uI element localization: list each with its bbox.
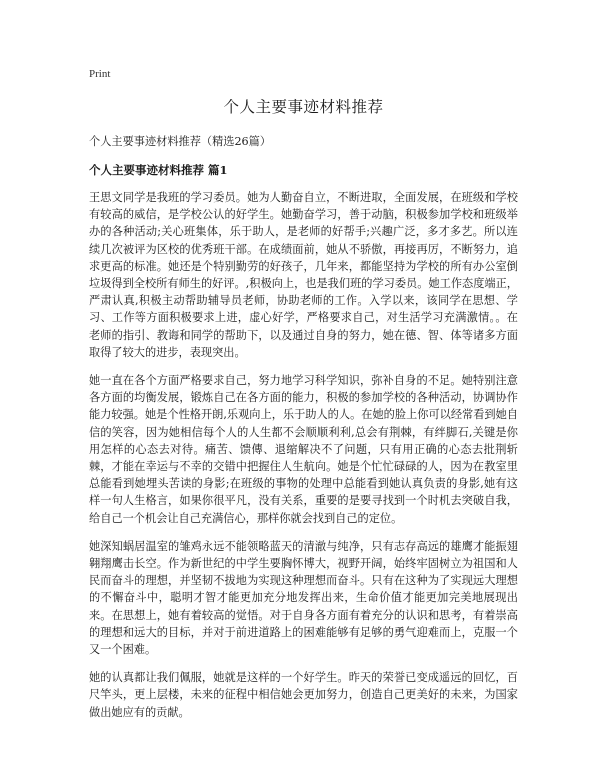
document-subtitle: 个人主要事迹材料推荐（精选26篇） xyxy=(89,135,272,148)
document-title: 个人主要事迹材料推荐 xyxy=(223,98,384,116)
document-page xyxy=(89,68,518,732)
body-paragraph-2: 她一直在各个方面严格要求自己，努力地学习科学知识，弥补自身的不足。她特别注意各方面的均衡发展，锻炼自己在各方面的能力，积极的参加学校的各种活动，协调协作能力较强。她是个性格开朗,乐观向上，乐于助人的人。在她的脸上你可以经常看到她自信的笑容，因为她相信每个人的人生都不会顺顺利利,总会有荆棘，有绊脚石,关键是你用怎样的心态去对待。痛苦、馈傳、退缩解决不了问题，只有用正确的心态去批荆斩棘，才能在幸运与不幸的交错中把握住人生航向。她是个忙忙碌碌的人，因为在教室里总能看到她埋头苦读的身影;在班级的事物的处理中总能看到她认真负责的身影,她有这样一句人生格言，如果你很平凡，没有关系，重要的是要寻找到一个时机去突破自我，给自己一个机会让自己充满信心，那样你就会找到自己的定位。 xyxy=(89,374,518,525)
body-paragraph-3: 她深知蜗居温室的雏鸡永远不能领略蓝天的清澈与纯净，只有志存高远的雄鹰才能振翅翱翔鹰击长空。作为新世纪的中学生要胸怀博大，视野开阔，始终牢固树立为祖国和人民而奋斗的理想，并坚韧不拔地为实现这种理想而奋斗。只有在这种为了实现远大理想的不懈奋斗中，聪明才智才能更加充分地发挥出来，生命价值才能更加完美地展现出来。在思想上，她有着较高的觉悟。对于自身各方面有着充分的认识和思考，有着崇高的理想和远大的目标，并对于前进道路上的困难能够有足够的勇气迎难而上，克服一个又一个困难。 xyxy=(89,539,518,657)
body-paragraph-1: 王思文同学是我班的学习委员。她为人勤奋自立，不断进取，全面发展，在班级和学校有较高的威信，是学校公认的好学生。她勤奋学习，善于动脑，积极参加学校和班级举办的各种活动;关心班集体，乐于助人，是老师的好帮手;兴趣广泛，多才多艺。所以连续几次被评为区校的优秀班干部。在成绩面前，她从不骄傲，再接再厉，不断努力，追求更高的标准。她还是个特别勤劳的好孩子，几年来，都能坚持为学校的所有办公室倒垃圾得到全校所有师生的好评。,积极向上，也是我们班的学习委员。她工作态度端正，严肃认真,积极主动帮助辅导员老师，协助老师的工作。入学以来，该同学在思想、学习、工作等方面积极要求上进，虚心好学，严格要求自己，对生活学习充满激情。。在老师的指引、教诲和同学的帮助下，以及通过自身的努力，她在德、智、体等诸多方面取得了较大的进步，表现突出。 xyxy=(89,191,518,359)
body-paragraph-4: 她的认真都让我们佩服，她就是这样的一个好学生。昨天的荣誉已变成遥远的回忆，百尺竿头，更上层楼，未来的征程中相信她会更加努力，创造自己更美好的未来，为国家做出她应有的贡献。 xyxy=(89,671,518,719)
print-label: Print xyxy=(89,68,111,80)
section-heading: 个人主要事迹材料推荐 篇1 xyxy=(89,163,228,177)
